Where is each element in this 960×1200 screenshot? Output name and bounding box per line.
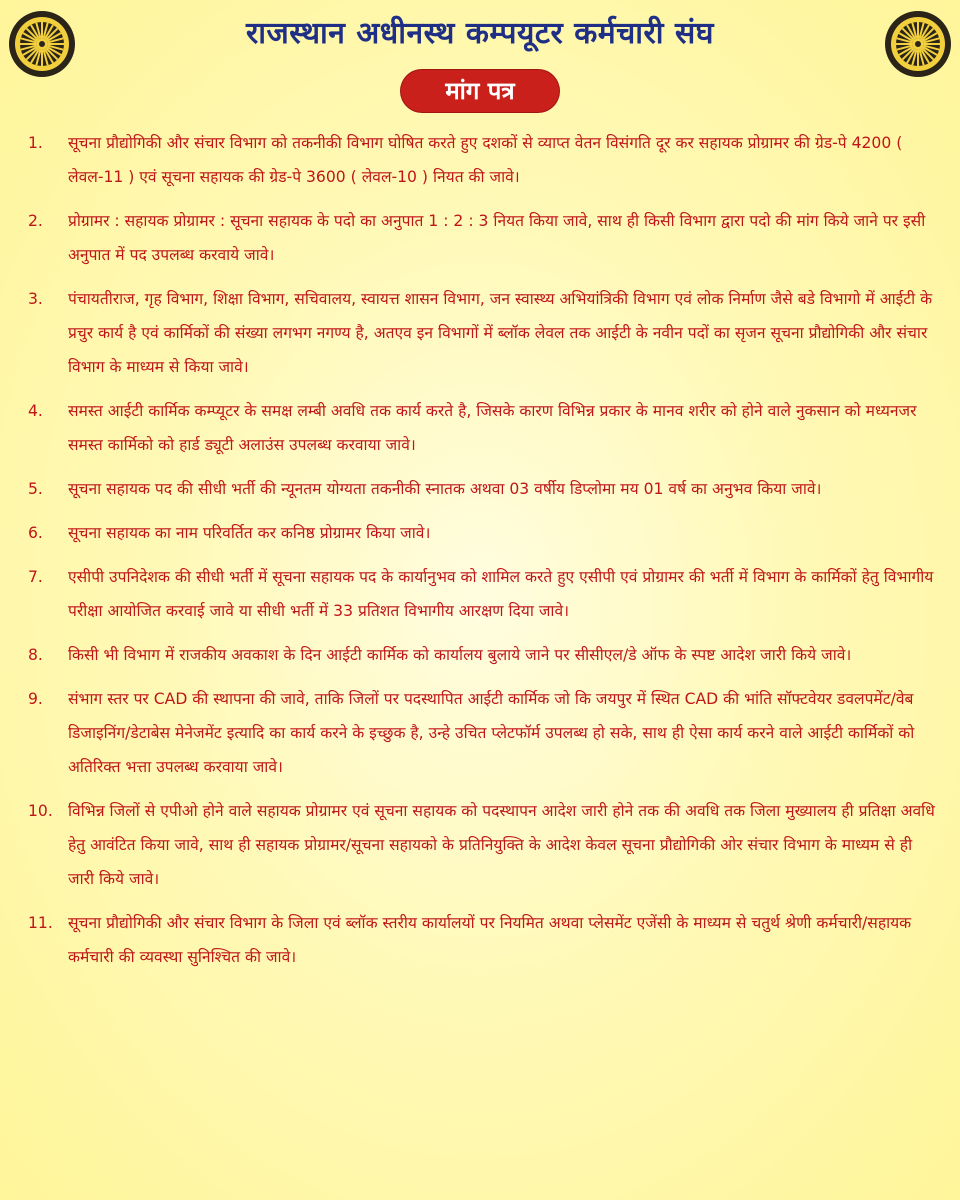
list-item xyxy=(28,638,938,672)
item-text: एसीपी उपनिदेशक की सीधी भर्ती में सूचना सहायक पद के कार्यानुभव को शामिल करते हुए एसीपी एवं प्रोग्रामर की भर्ती में विभाग के कार्मिकों हेतु विभागीय परीक्षा आयोजित करवाई जावे या सीधी भर्ती में 33 प्रतिशत विभागीय आरक्षण दिया जावे। xyxy=(68,568,934,620)
item-text: प्रोग्रामर : सहायक प्रोग्रामर : सूचना सहायक के पदो का अनुपात 1 : 2 : 3 नियत किया जावे, साथ ही किसी विभाग द्वारा पदो की मांग किये जाने पर इसी अनुपात में पद उपलब्ध करवाये जावे। xyxy=(68,212,926,264)
list-item xyxy=(28,282,938,384)
item-number: 2. xyxy=(28,212,43,230)
item-text: सूचना सहायक पद की सीधी भर्ती की न्यूनतम योग्यता तकनीकी स्नातक अथवा 03 वर्षीय डिप्लोमा मय 01 वर्ष का अनुभव किया जावे। xyxy=(68,480,822,498)
item-text: सूचना प्रौद्योगिकी और संचार विभाग के जिला एवं ब्लॉक स्तरीय कार्यालयों पर नियमित अथवा प्लेसमेंट एजेंसी के माध्यम से चतुर्थ श्रेणी कर्मचारी/सहायक कर्मचारी की व्यवस्था सुनिश्चित की जावे। xyxy=(68,914,912,966)
item-number: 10. xyxy=(28,802,53,820)
item-text: संभाग स्तर पर CAD की स्थापना की जावे, ताकि जिलों पर पदस्थापित आईटी कार्मिक जो कि जयपुर में स्थित CAD की भांति सॉफ्टवेयर डवलपमेंट/वेब डिजाइनिंग/डेटाबेस मेनेजमेंट इत्यादि का कार्य करने के इच्छुक है, उन्हे उचित प्लेटफॉर्म उपलब्ध हो सके, साथ ही ऐसा कार्य करने वाले आईटी कार्मिकों को अतिरिक्त भत्ता उपलब्ध करवाया जावे। xyxy=(68,690,915,776)
list-item xyxy=(28,204,938,272)
item-text: सूचना प्रौद्योगिकी और संचार विभाग को तकनीकी विभाग घोषित करते हुए दशकों से व्याप्त वेतन विसंगति दूर कर सहायक प्रोग्रामर की ग्रेड-पे 4200 ( लेवल-11 ) एवं सूचना सहायक की ग्रेड-पे 3600 ( लेवल-10 ) नियत की जावे। xyxy=(68,134,903,186)
list-item xyxy=(28,794,938,896)
list-item xyxy=(28,516,938,550)
item-number: 1. xyxy=(28,134,43,152)
item-text: सूचना सहायक का नाम परिवर्तित कर कनिष्ठ प्रोग्रामर किया जावे। xyxy=(68,524,431,542)
list-item xyxy=(28,472,938,506)
item-number: 11. xyxy=(28,914,53,932)
item-text: विभिन्न जिलों से एपीओ होने वाले सहायक प्रोग्रामर एवं सूचना सहायक को पदस्थापन आदेश जारी होने तक की अवधि तक जिला मुख्यालय ही प्रतिक्षा अवधि हेतु आवंटित किया जावे, साथ ही सहायक प्रोग्रामर/सूचना सहायको के प्रतिनियुक्ति के आदेश केवल सूचना प्रौद्योगिकी ओर संचार विभाग के माध्यम से ही जारी किये जावे। xyxy=(68,802,935,888)
item-number: 5. xyxy=(28,480,43,498)
item-number: 3. xyxy=(28,290,43,308)
demand-list xyxy=(28,126,938,984)
list-item xyxy=(28,682,938,784)
page-title: राजस्थान अधीनस्थ कम्पयूटर कर्मचारी संघ xyxy=(245,16,715,51)
item-number: 4. xyxy=(28,402,43,420)
item-text: समस्त आईटी कार्मिक कम्प्यूटर के समक्ष लम्बी अवधि तक कार्य करते है, जिसके कारण विभिन्न प्रकार के मानव शरीर को होने वाले नुकसान को मध्यनजर समस्त कार्मिको को हार्ड ड्यूटी अलाउंस उपलब्ध करवाया जावे। xyxy=(68,402,917,454)
item-text: किसी भी विभाग में राजकीय अवकाश के दिन आईटी कार्मिक को कार्यालय बुलाये जाने पर सीसीएल/डे ऑफ के स्पष्ट आदेश जारी किये जावे। xyxy=(68,646,852,664)
item-number: 9. xyxy=(28,690,43,708)
list-item xyxy=(28,906,938,974)
list-item xyxy=(28,126,938,194)
list-item xyxy=(28,560,938,628)
list-item xyxy=(28,394,938,462)
item-number: 7. xyxy=(28,568,43,586)
demand-letter-badge: मांग पत्र xyxy=(401,70,558,112)
item-number: 6. xyxy=(28,524,43,542)
badge-container xyxy=(0,70,960,112)
item-number: 8. xyxy=(28,646,43,664)
item-text: पंचायतीराज, गृह विभाग, शिक्षा विभाग, सचिवालय, स्वायत्त शासन विभाग, जन स्वास्थ्य अभियांत्रिकी विभाग एवं लोक निर्माण जैसे बडे विभागो में आईटी के प्रचुर कार्य है एवं कार्मिकों की संख्या लगभग नगण्य है, अतएव इन विभागों में ब्लॉक लेवल तक आईटी के नवीन पदों का सृजन सूचना प्रौद्योगिकी और संचार विभाग के माध्यम से किया जावे। xyxy=(68,290,933,376)
